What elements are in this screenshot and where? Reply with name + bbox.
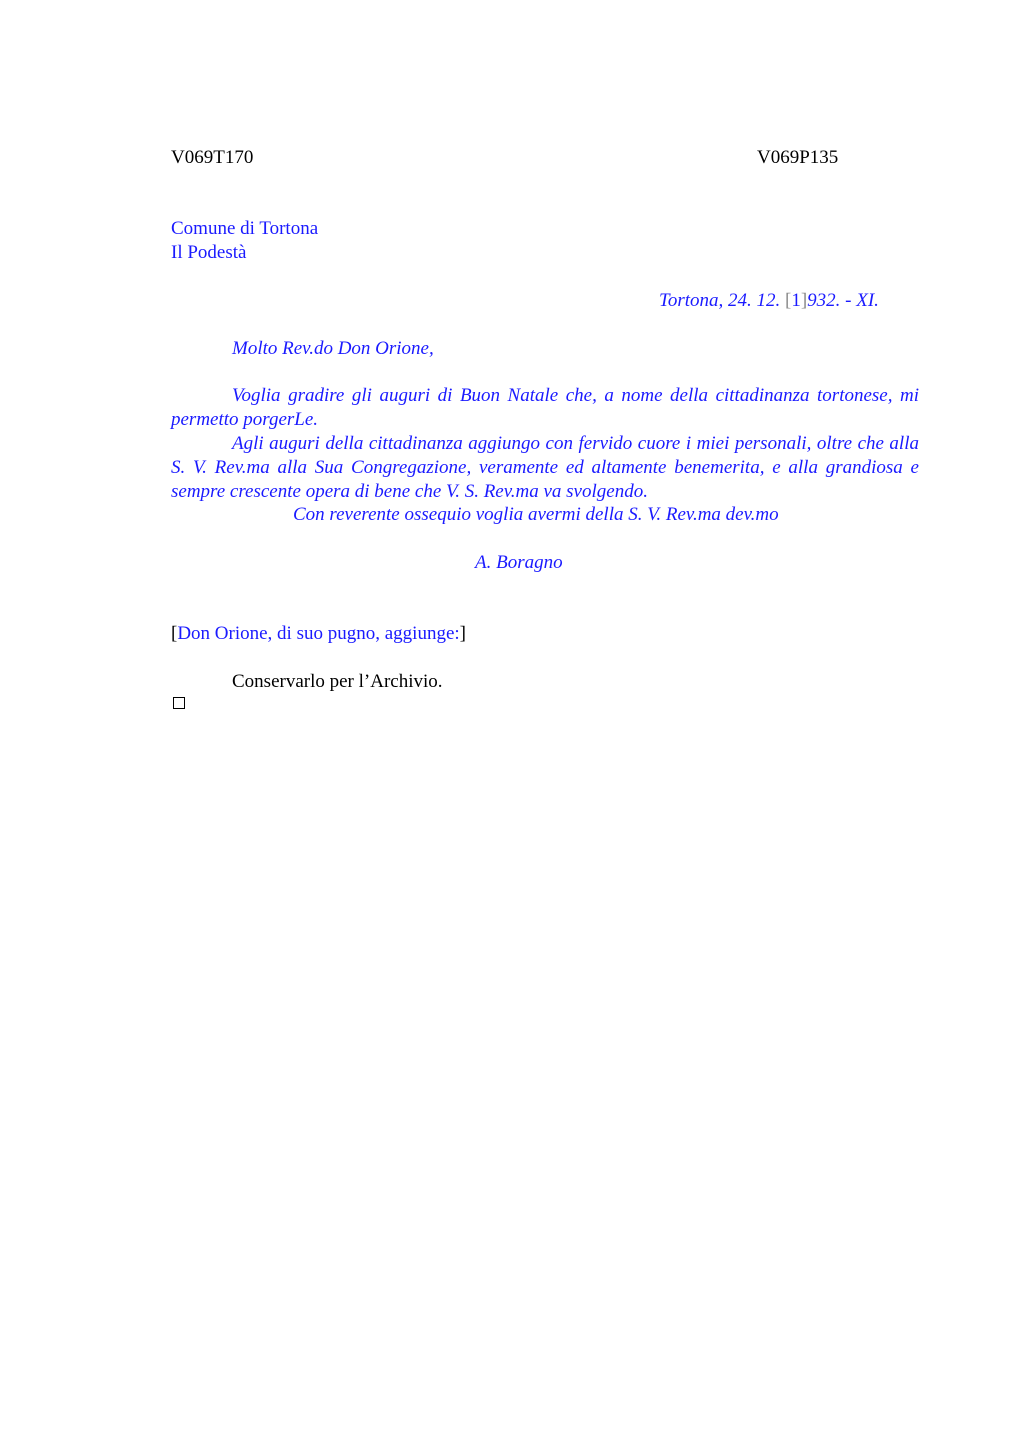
date-bracket-close: ] [800,290,808,311]
document-code-right: V069P135 [757,147,839,168]
date-bracket-open: [ [785,290,792,311]
date-suffix: 932. - XI. [807,290,879,311]
letterhead-comune: Comune di Tortona [171,218,319,239]
end-marker-square-icon [173,697,185,709]
letter-paragraph-2: Agli auguri della cittadinanza aggiungo con fervido cuore i miei personali, oltre che alla S. V. Rev.ma alla Sua Congregazione, veramente ed altamente benemerita, e alla grandiosa e sempre crescente opera di bene che V. S. Rev.ma va svolgendo. [171,433,919,502]
letterhead-podesta: Il Podestà [171,242,247,263]
date-editorial-digit: 1 [791,290,801,311]
editorial-annotation [171,622,466,646]
letter-closing: Con reverente ossequio voglia avermi della S. V. Rev.ma dev.mo [293,504,779,525]
date-prefix: Tortona, 24. 12. [659,290,785,311]
letter-paragraph-1: Voglia gradire gli auguri di Buon Natale che, a nome della cittadinanza tortonese, mi permetto porgerLe. [171,385,919,430]
letter-date [659,289,879,313]
document-code-left: V069T170 [171,147,254,168]
letter-salutation: Molto Rev.do Don Orione, [232,338,434,359]
annotation-bracket-open: [ [171,623,178,644]
letter-signature: A. Boragno [475,552,563,573]
handwritten-note-text: Conservarlo per l’Archivio. [232,671,443,692]
annotation-bracket-close: ] [459,623,466,644]
annotation-intro: Don Orione, di suo pugno, aggiunge: [177,623,460,644]
